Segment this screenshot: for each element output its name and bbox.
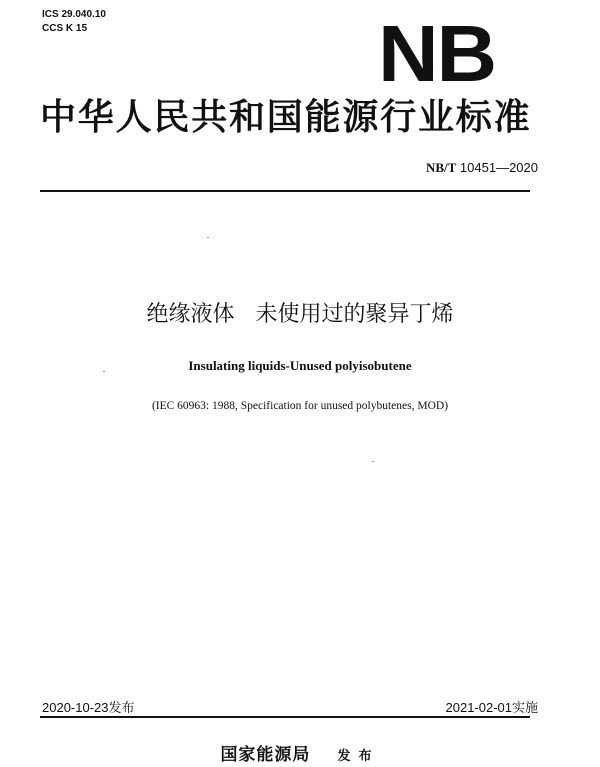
industry-standard-title: 中华人民共和国能源行业标准 [40, 97, 532, 138]
classification-codes [42, 8, 106, 36]
publisher-name: 国家能源局 [220, 745, 311, 765]
standard-number [426, 160, 538, 176]
publisher-line [0, 740, 600, 765]
publish-action: 发布 [337, 749, 380, 764]
scan-speck [103, 371, 105, 372]
scan-speck [372, 461, 374, 462]
implementation-date: 2021-02-01实施 [445, 700, 538, 715]
issue-date: 2020-10-23发布 [42, 700, 135, 715]
bottom-divider [40, 716, 530, 718]
top-divider [40, 190, 530, 192]
standard-code: 10451—2020 [459, 160, 538, 175]
document-title-chinese: 绝缘液体 未使用过的聚异丁烯 [146, 302, 454, 327]
document-title-english: Insulating liquids-Unused polyisobutene [188, 358, 412, 373]
ics-code: ICS 29.040.10 [42, 9, 106, 20]
nb-logo: NB [378, 9, 496, 98]
ccs-code: CCS K 15 [42, 23, 88, 34]
scan-speck [207, 237, 209, 238]
adoption-note: (IEC 60963: 1988, Specification for unused polybutenes, MOD) [151, 400, 449, 412]
standard-prefix: NB/T [425, 160, 457, 175]
